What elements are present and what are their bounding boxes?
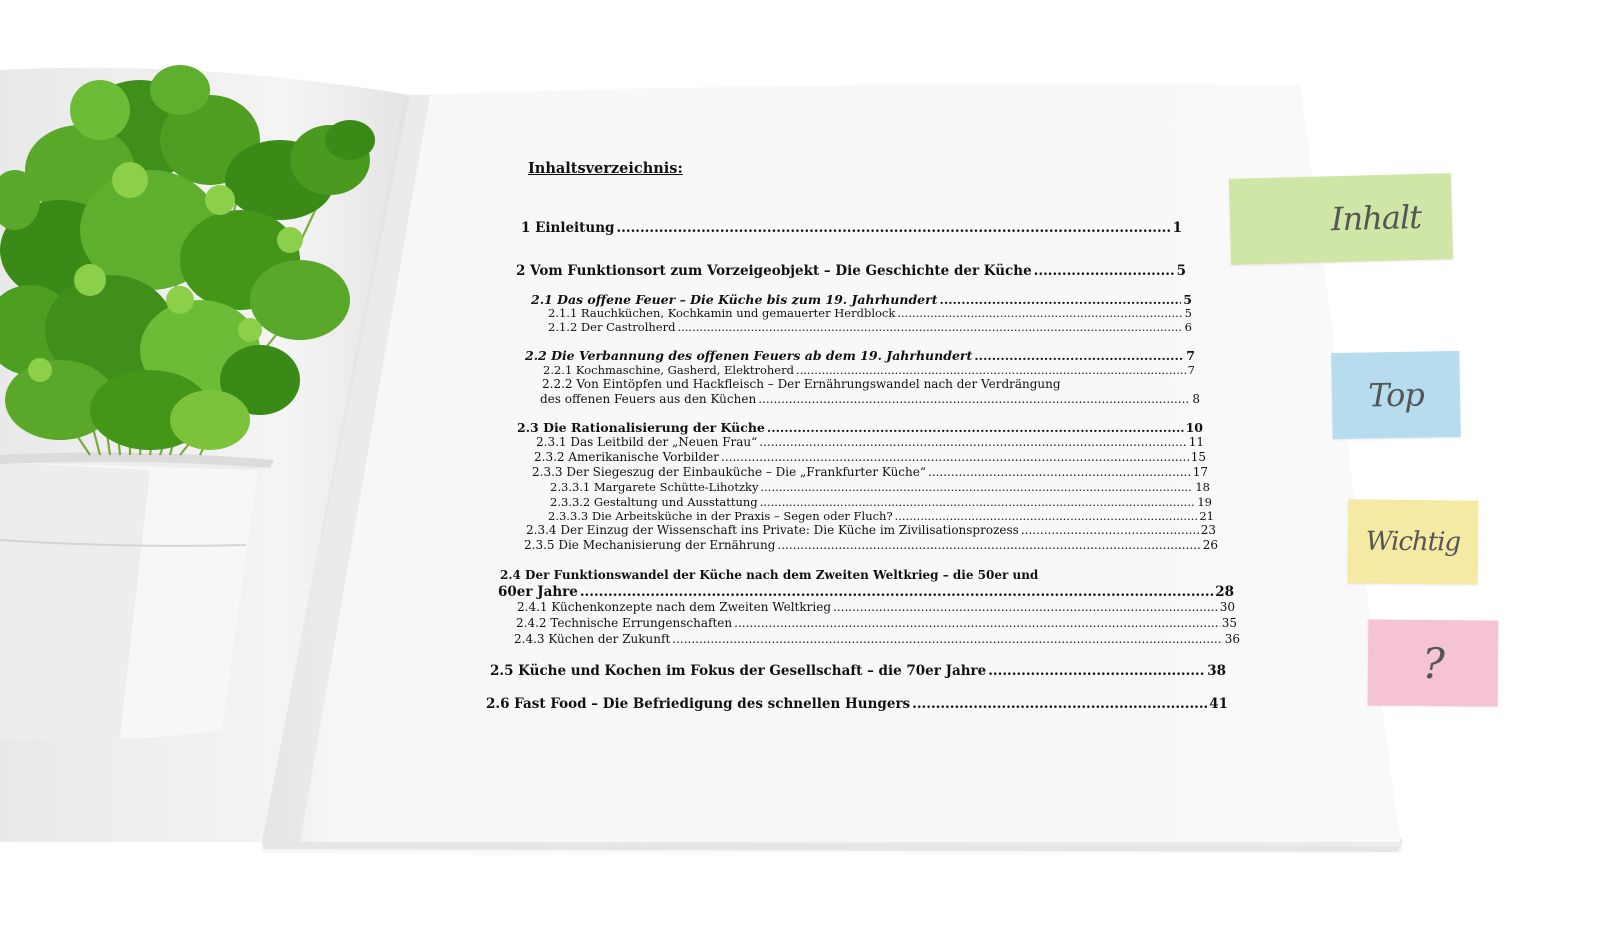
sticky-tab-inhalt[interactable] <box>1229 173 1453 265</box>
sticky-tab-label: Inhalt <box>1330 197 1422 239</box>
toc-entry: 2.1.2 Der Castrolherd ..... 6 <box>548 320 1192 334</box>
toc-entry: 2.3.3.1 Margarete Schütte-Lihotzky ..... 18 <box>550 480 1210 494</box>
toc-entry: 1 Einleitung ..... 1 <box>521 220 1182 236</box>
toc-entry-continued: des offenen Feuers aus den Küchen ..... 8 <box>540 392 1200 406</box>
toc-entry-continued: 60er Jahre ..... 28 <box>498 584 1234 600</box>
toc-entry: 2.2.1 Kochmaschine, Gasherd, Elektroherd ..... 7 <box>543 363 1195 377</box>
toc-entry: 2.4 Der Funktionswandel der Küche nach dem Zweiten Weltkrieg – die 50er und <box>500 568 1039 582</box>
toc-entry: 2.2.2 Von Eintöpfen und Hackfleisch – Der Ernährungswandel nach der Verdrängung <box>542 377 1061 391</box>
toc-entry: 2 Vom Funktionsort zum Vorzeigeobjekt – Die Geschichte der Küche ..... 5 <box>516 263 1186 279</box>
toc-entry: 2.3.4 Der Einzug der Wissenschaft ins Private: Die Küche im Zivilisationsprozess ..... 23 <box>526 523 1216 537</box>
toc-entry: 2.2 Die Verbannung des offenen Feuers ab dem 19. Jahrhundert ..... 7 <box>525 348 1195 363</box>
toc-entry: 2.6 Fast Food – Die Befriedigung des schnellen Hungers ..... 41 <box>486 696 1228 712</box>
toc-title: Inhaltsverzeichnis: <box>528 160 683 177</box>
toc-entry: 2.3.2 Amerikanische Vorbilder ..... 15 <box>534 450 1206 464</box>
toc-entry: 2.4.2 Technische Errungenschaften ..... 35 <box>516 616 1237 630</box>
toc-entry: 2.3.3 Der Siegeszug der Einbauküche – Die „Frankfurter Küche“ ..... 17 <box>532 465 1208 479</box>
toc-entry: 2.3.3.2 Gestaltung und Ausstattung ..... 19 <box>550 495 1212 509</box>
toc-entry: 2.1 Das offene Feuer – Die Küche bis zum 19. Jahrhundert ..... 5 <box>531 292 1192 307</box>
sticky-tab-label: Wichtig <box>1365 526 1461 558</box>
toc-entry: 2.5 Küche und Kochen im Fokus der Gesellschaft – die 70er Jahre ..... 38 <box>490 663 1226 679</box>
toc-entry: 2.3.1 Das Leitbild der „Neuen Frau“ ..... 11 <box>536 435 1204 449</box>
sticky-tab-wichtig[interactable] <box>1348 499 1479 584</box>
toc-entry: 2.4.1 Küchenkonzepte nach dem Zweiten Weltkrieg ..... 30 <box>517 600 1235 614</box>
toc-entry: 2.1.1 Rauchküchen, Kochkamin und gemauerter Herdblock ..... 5 <box>548 306 1192 320</box>
sticky-tab-question[interactable] <box>1368 619 1499 706</box>
toc-entry: 2.3 Die Rationalisierung der Küche ..... 10 <box>517 420 1203 435</box>
toc-entry: 2.3.3.3 Die Arbeitsküche in der Praxis – Segen oder Fluch? ..... 21 <box>548 509 1214 523</box>
sticky-tab-top[interactable] <box>1331 351 1460 439</box>
plant-leaves <box>0 65 375 450</box>
flower-pot <box>0 452 274 740</box>
sticky-tab-label: ? <box>1422 638 1444 688</box>
toc-entry: 2.3.5 Die Mechanisierung der Ernährung ..... 26 <box>524 538 1218 552</box>
sticky-tab-label: Top <box>1367 375 1425 415</box>
parsley-plant-image <box>0 0 440 860</box>
toc-entry: 2.4.3 Küchen der Zukunft ..... 36 <box>514 632 1240 646</box>
